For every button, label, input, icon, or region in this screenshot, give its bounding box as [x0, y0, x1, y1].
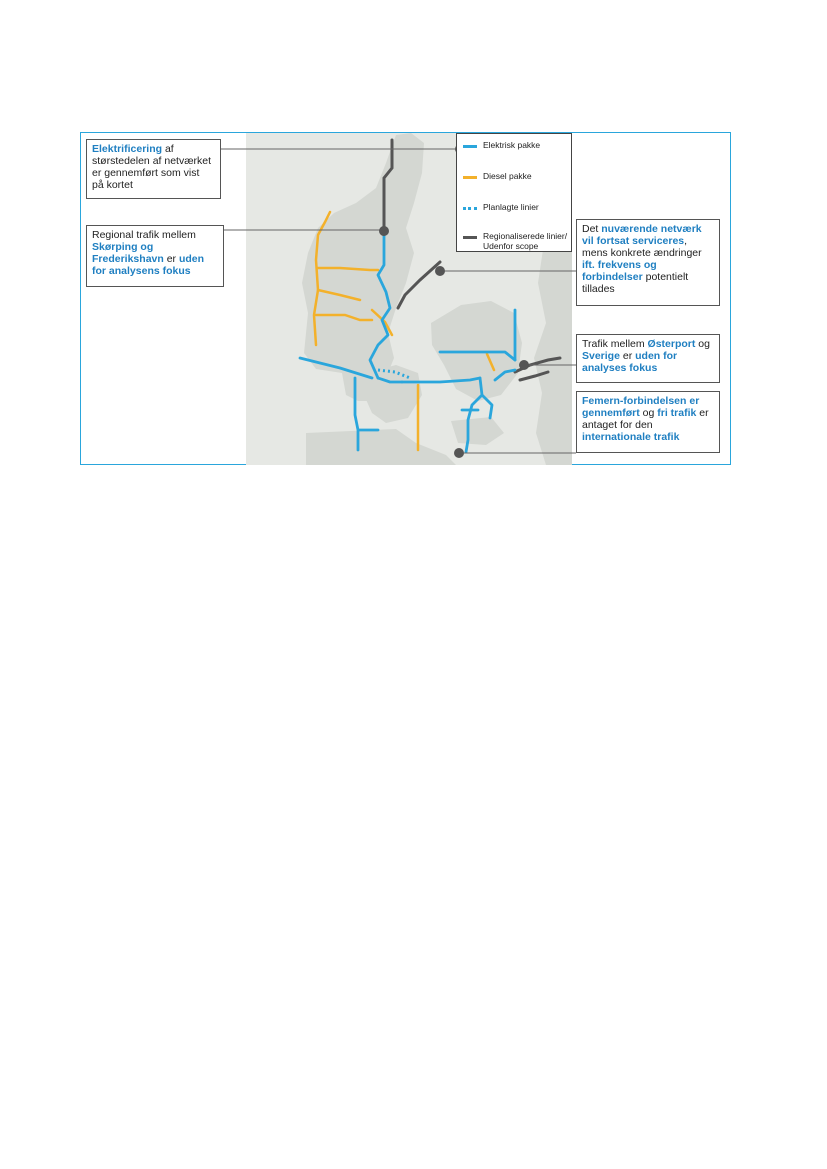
- electric-lines: [300, 232, 515, 452]
- leader-dot-osterport: [519, 360, 529, 370]
- callout-regional-highlight-1: Skørping og: [92, 241, 154, 253]
- leader-dot-current: [435, 266, 445, 276]
- callout-current-text-5: tillades: [582, 283, 615, 295]
- callout-electrification-text-1: af: [162, 143, 174, 155]
- callout-regional: [86, 225, 224, 287]
- diesel-herning-line: [318, 290, 360, 300]
- diesel-thisted-line: [314, 212, 330, 345]
- map-legend: [456, 133, 572, 252]
- callout-osterport-text-2: og: [695, 338, 710, 350]
- callout-femern-highlight-1: Femern-forbindelsen er: [582, 395, 700, 407]
- line-skorping-frederikshavn: [384, 140, 392, 230]
- callout-electrification-text-4: på kortet: [92, 179, 133, 191]
- callout-femern-highlight-3: fri trafik: [657, 407, 697, 419]
- planned-line: [378, 370, 410, 378]
- legend-swatch-diesel: [463, 176, 477, 179]
- callout-femern-text-3: antaget for den: [582, 419, 653, 431]
- callout-regional-highlight-4: for analysens fokus: [92, 265, 191, 277]
- electric-tonder-line: [355, 378, 378, 450]
- callout-regional-text-1: Regional trafik mellem: [92, 229, 196, 241]
- legend-item-diesel: [463, 171, 532, 181]
- callout-femern-highlight-2: gennemført: [582, 407, 640, 419]
- callout-current-highlight-3: ift. frekvens og: [582, 259, 657, 271]
- callout-current-highlight-4: forbindelser: [582, 271, 643, 283]
- electric-aalborg-aarhus: [370, 232, 390, 378]
- callout-femern-highlight-4: internationale trafik: [582, 431, 680, 443]
- callout-osterport: [576, 334, 720, 383]
- callout-current-text-3: mens konkrete ændringer: [582, 247, 702, 259]
- electric-ringsted-femern: [466, 378, 492, 452]
- legend-label-electric: Elektrisk pakke: [483, 140, 541, 150]
- callout-osterport-highlight-4: analyses fokus: [582, 362, 658, 374]
- leader-dot-femern: [454, 448, 464, 458]
- diesel-struer-line: [318, 268, 378, 270]
- callout-femern-text-2: er: [696, 407, 709, 419]
- legend-swatch-electric: [463, 145, 477, 148]
- callout-current-text-1: Det: [582, 223, 602, 235]
- electric-aarhus-fredericia: [378, 378, 402, 382]
- callout-osterport-text-1: Trafik mellem: [582, 338, 648, 350]
- legend-label-regional: [483, 231, 567, 251]
- callout-current-highlight-2: vil fortsat serviceres: [582, 235, 685, 247]
- electric-esbjerg-line: [300, 358, 372, 378]
- callout-current-network: [576, 219, 720, 306]
- legend-label-regional-line-2: Udenfor scope: [483, 241, 539, 251]
- callout-femern-text-1: og: [639, 407, 658, 419]
- electric-copenhagen: [440, 352, 515, 360]
- callout-regional-highlight-2: Frederikshavn: [92, 253, 164, 265]
- callout-current-text-4: potentielt: [642, 271, 689, 283]
- callout-regional-text-2: er: [163, 253, 179, 265]
- legend-label-regional-line-1: Regionaliserede linier/: [483, 231, 568, 241]
- callout-regional-highlight-3: uden: [178, 253, 205, 265]
- line-thy-regional: [398, 262, 440, 308]
- legend-item-electric: [463, 140, 540, 150]
- callout-osterport-text-3: er: [619, 350, 636, 362]
- callout-electrification: [86, 139, 221, 199]
- legend-swatch-regional: [463, 236, 477, 239]
- callout-current-text-2: ,: [684, 235, 688, 247]
- callout-femern: [576, 391, 720, 453]
- legend-item-regional: [463, 231, 567, 251]
- diesel-skjern-line: [316, 315, 372, 320]
- leader-dot-regional: [379, 226, 389, 236]
- diesel-zealand-line: [487, 354, 494, 370]
- electric-great-belt: [402, 378, 480, 382]
- legend-label-diesel: Diesel pakke: [483, 171, 532, 181]
- electric-kalundborg: [495, 370, 515, 380]
- callout-electrification-highlight: Elektrificering: [92, 143, 163, 155]
- legend-item-planned: [463, 202, 539, 212]
- callout-osterport-highlight-3: uden for: [635, 350, 678, 362]
- callout-electrification-text-2: størstedelen af netværket: [92, 155, 212, 167]
- callout-osterport-highlight-2: Sverige: [582, 350, 620, 362]
- legend-swatch-planned: [463, 207, 477, 210]
- callout-current-highlight-1: nuværende netværk: [601, 223, 702, 235]
- callout-osterport-highlight-1: Østerport: [647, 338, 696, 350]
- callout-electrification-text-3: er gennemført som vist: [92, 167, 200, 179]
- legend-label-planned: Planlagte linier: [483, 202, 539, 212]
